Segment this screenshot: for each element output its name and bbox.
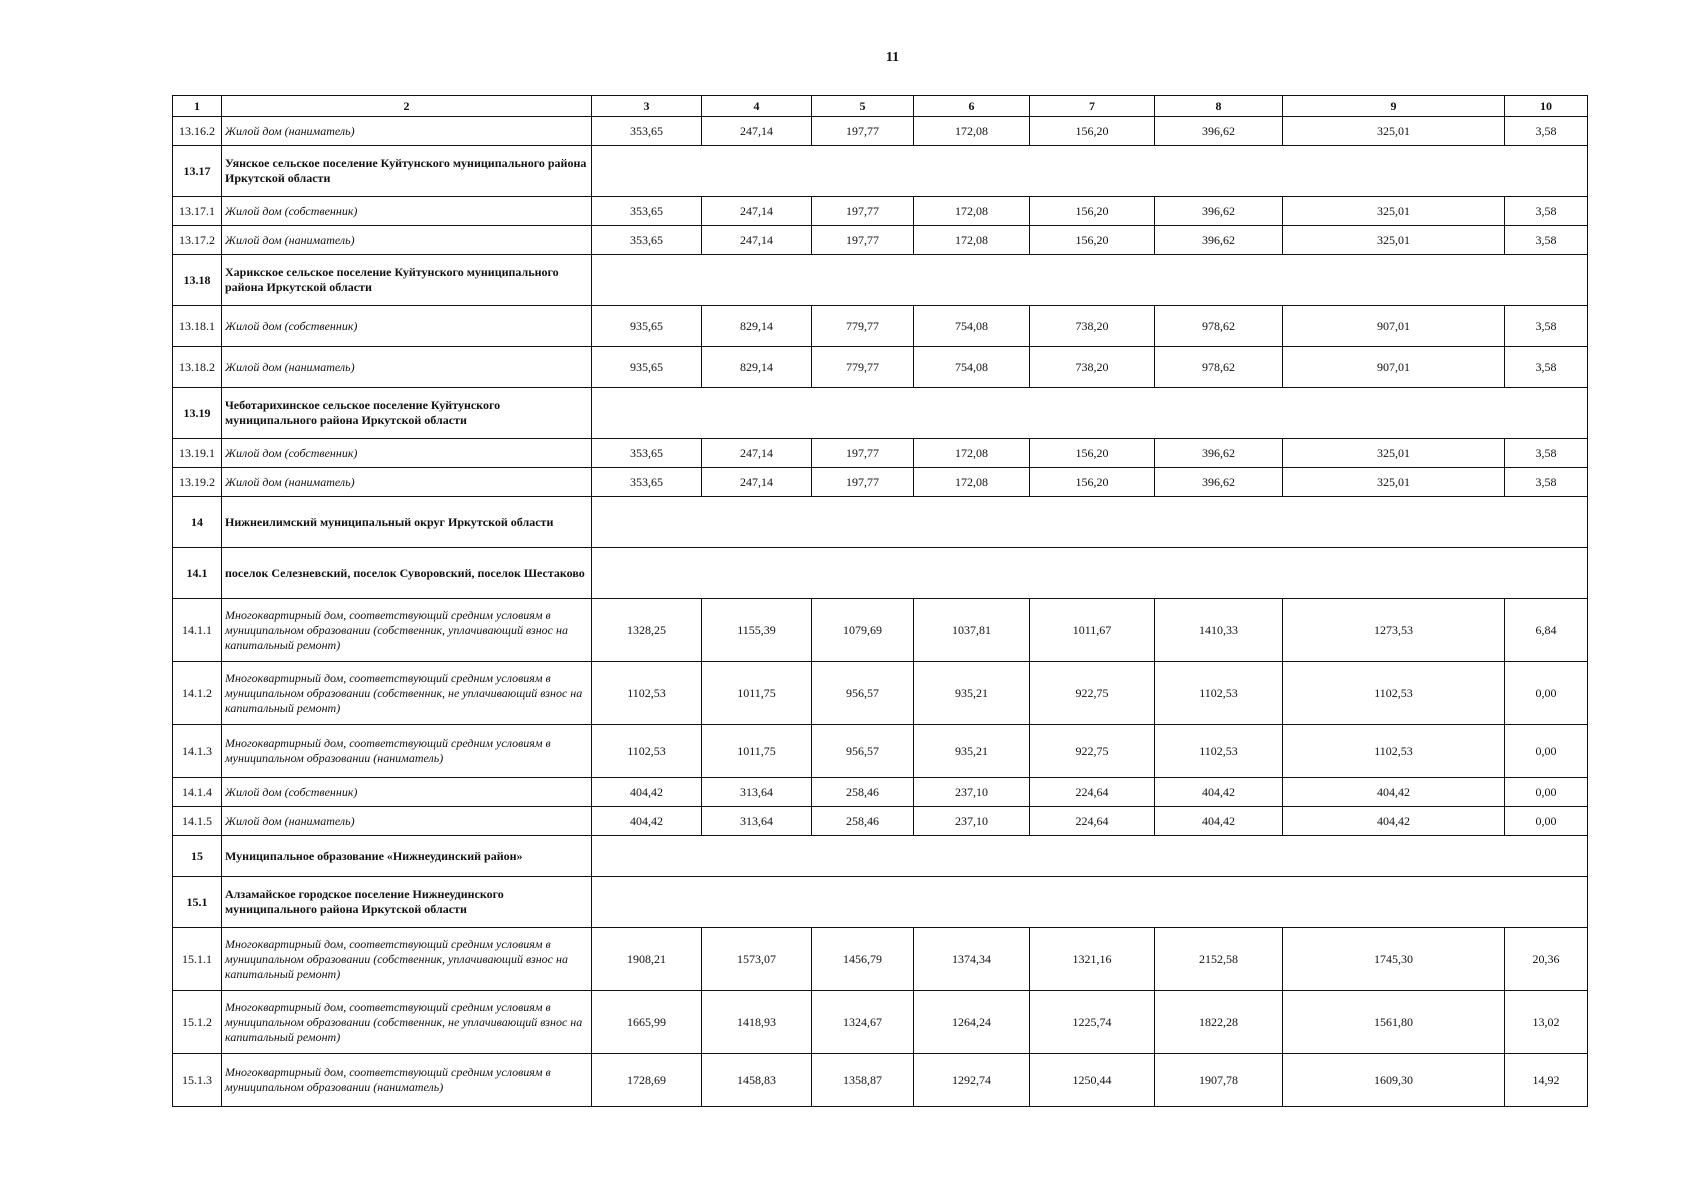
value-cell: 935,21 — [914, 662, 1030, 725]
section-title: поселок Селезневский, поселок Суворовский, поселок Шестаково — [222, 548, 592, 599]
value-cell: 325,01 — [1283, 117, 1505, 146]
row-code: 14.1 — [173, 548, 222, 599]
column-header: 8 — [1155, 96, 1283, 117]
value-cell: 224,64 — [1030, 778, 1155, 807]
value-cell: 1822,28 — [1155, 991, 1283, 1054]
value-cell: 935,65 — [592, 306, 702, 347]
value-cell: 325,01 — [1283, 439, 1505, 468]
table-row — [173, 439, 1588, 468]
row-code: 14.1.2 — [173, 662, 222, 725]
value-cell: 1328,25 — [592, 599, 702, 662]
value-cell: 396,62 — [1155, 439, 1283, 468]
value-cell: 156,20 — [1030, 117, 1155, 146]
value-cell: 3,58 — [1505, 439, 1588, 468]
empty-span-cell — [592, 497, 1588, 548]
value-cell: 156,20 — [1030, 226, 1155, 255]
table-row — [173, 662, 1588, 725]
table-row — [173, 1054, 1588, 1107]
value-cell: 935,65 — [592, 347, 702, 388]
row-code: 13.16.2 — [173, 117, 222, 146]
empty-span-cell — [592, 388, 1588, 439]
section-title: Чеботарихинское сельское поселение Куйтунского муниципального района Иркутской области — [222, 388, 592, 439]
value-cell: 172,08 — [914, 468, 1030, 497]
column-header: 5 — [812, 96, 914, 117]
row-label: Многоквартирный дом, соответствующий средним условиям в муниципальном образовании (собственник, уплачивающий взнос на капитальный ремонт) — [222, 928, 592, 991]
section-row — [173, 877, 1588, 928]
empty-span-cell — [592, 146, 1588, 197]
value-cell: 0,00 — [1505, 662, 1588, 725]
section-title: Алзамайское городское поселение Нижнеудинского муниципального района Иркутской области — [222, 877, 592, 928]
row-label: Жилой дом (наниматель) — [222, 117, 592, 146]
value-cell: 1573,07 — [702, 928, 812, 991]
value-cell: 1418,93 — [702, 991, 812, 1054]
value-cell: 14,92 — [1505, 1054, 1588, 1107]
table-row — [173, 347, 1588, 388]
value-cell: 325,01 — [1283, 468, 1505, 497]
column-header: 6 — [914, 96, 1030, 117]
row-label: Многоквартирный дом, соответствующий средним условиям в муниципальном образовании (собственник, не уплачивающий взнос на капитальный ремонт) — [222, 991, 592, 1054]
tariff-table — [172, 95, 1588, 1107]
table-header-row — [173, 96, 1588, 117]
value-cell: 396,62 — [1155, 468, 1283, 497]
value-cell: 1102,53 — [1283, 662, 1505, 725]
value-cell: 3,58 — [1505, 197, 1588, 226]
value-cell: 754,08 — [914, 347, 1030, 388]
value-cell: 172,08 — [914, 197, 1030, 226]
value-cell: 1011,75 — [702, 662, 812, 725]
value-cell: 353,65 — [592, 468, 702, 497]
value-cell: 325,01 — [1283, 197, 1505, 226]
row-label: Жилой дом (наниматель) — [222, 347, 592, 388]
value-cell: 404,42 — [592, 778, 702, 807]
row-code: 14.1.3 — [173, 725, 222, 778]
table-row — [173, 197, 1588, 226]
row-code: 13.18.1 — [173, 306, 222, 347]
value-cell: 172,08 — [914, 226, 1030, 255]
value-cell: 404,42 — [1283, 778, 1505, 807]
value-cell: 197,77 — [812, 197, 914, 226]
value-cell: 247,14 — [702, 439, 812, 468]
value-cell: 754,08 — [914, 306, 1030, 347]
value-cell: 353,65 — [592, 439, 702, 468]
table-row — [173, 306, 1588, 347]
value-cell: 1665,99 — [592, 991, 702, 1054]
row-code: 13.18 — [173, 255, 222, 306]
value-cell: 1225,74 — [1030, 991, 1155, 1054]
page-number: 11 — [885, 50, 900, 65]
table-row — [173, 226, 1588, 255]
district-row — [173, 836, 1588, 877]
row-code: 14 — [173, 497, 222, 548]
value-cell: 197,77 — [812, 117, 914, 146]
row-code: 14.1.5 — [173, 807, 222, 836]
section-title: Нижнеилимский муниципальный округ Иркутской области — [222, 497, 592, 548]
row-code: 13.17.1 — [173, 197, 222, 226]
value-cell: 1102,53 — [1155, 662, 1283, 725]
column-header: 9 — [1283, 96, 1505, 117]
table-row — [173, 117, 1588, 146]
value-cell: 1250,44 — [1030, 1054, 1155, 1107]
row-code: 13.19.2 — [173, 468, 222, 497]
value-cell: 396,62 — [1155, 117, 1283, 146]
value-cell: 1410,33 — [1155, 599, 1283, 662]
row-code: 13.17 — [173, 146, 222, 197]
row-label: Многоквартирный дом, соответствующий средним условиям в муниципальном образовании (наниматель) — [222, 725, 592, 778]
row-label: Жилой дом (собственник) — [222, 306, 592, 347]
value-cell: 1609,30 — [1283, 1054, 1505, 1107]
row-code: 13.19.1 — [173, 439, 222, 468]
column-header: 1 — [173, 96, 222, 117]
value-cell: 1374,34 — [914, 928, 1030, 991]
value-cell: 1102,53 — [1283, 725, 1505, 778]
value-cell: 1321,16 — [1030, 928, 1155, 991]
table-row — [173, 468, 1588, 497]
value-cell: 237,10 — [914, 778, 1030, 807]
value-cell: 1324,67 — [812, 991, 914, 1054]
row-code: 15.1.3 — [173, 1054, 222, 1107]
value-cell: 396,62 — [1155, 197, 1283, 226]
value-cell: 738,20 — [1030, 347, 1155, 388]
value-cell: 197,77 — [812, 468, 914, 497]
value-cell: 1745,30 — [1283, 928, 1505, 991]
value-cell: 258,46 — [812, 778, 914, 807]
value-cell: 1079,69 — [812, 599, 914, 662]
value-cell: 1273,53 — [1283, 599, 1505, 662]
value-cell: 956,57 — [812, 662, 914, 725]
empty-span-cell — [592, 836, 1588, 877]
value-cell: 353,65 — [592, 197, 702, 226]
value-cell: 172,08 — [914, 117, 1030, 146]
value-cell: 829,14 — [702, 347, 812, 388]
row-code: 14.1.4 — [173, 778, 222, 807]
empty-span-cell — [592, 255, 1588, 306]
value-cell: 1561,80 — [1283, 991, 1505, 1054]
value-cell: 247,14 — [702, 226, 812, 255]
row-code: 13.17.2 — [173, 226, 222, 255]
value-cell: 258,46 — [812, 807, 914, 836]
table-row — [173, 599, 1588, 662]
value-cell: 1458,83 — [702, 1054, 812, 1107]
column-header: 3 — [592, 96, 702, 117]
section-row — [173, 388, 1588, 439]
value-cell: 1011,67 — [1030, 599, 1155, 662]
value-cell: 1728,69 — [592, 1054, 702, 1107]
district-row — [173, 497, 1588, 548]
value-cell: 325,01 — [1283, 226, 1505, 255]
value-cell: 197,77 — [812, 226, 914, 255]
row-label: Многоквартирный дом, соответствующий средним условиям в муниципальном образовании (собственник, уплачивающий взнос на капитальный ремонт) — [222, 599, 592, 662]
value-cell: 0,00 — [1505, 725, 1588, 778]
value-cell: 1292,74 — [914, 1054, 1030, 1107]
value-cell: 3,58 — [1505, 117, 1588, 146]
value-cell: 313,64 — [702, 807, 812, 836]
row-label: Жилой дом (собственник) — [222, 439, 592, 468]
value-cell: 6,84 — [1505, 599, 1588, 662]
value-cell: 922,75 — [1030, 662, 1155, 725]
value-cell: 2152,58 — [1155, 928, 1283, 991]
value-cell: 156,20 — [1030, 468, 1155, 497]
table-row — [173, 991, 1588, 1054]
column-header: 10 — [1505, 96, 1588, 117]
section-row — [173, 548, 1588, 599]
value-cell: 13,02 — [1505, 991, 1588, 1054]
value-cell: 237,10 — [914, 807, 1030, 836]
table-row — [173, 725, 1588, 778]
value-cell: 313,64 — [702, 778, 812, 807]
value-cell: 1358,87 — [812, 1054, 914, 1107]
value-cell: 3,58 — [1505, 468, 1588, 497]
column-header: 4 — [702, 96, 812, 117]
value-cell: 907,01 — [1283, 306, 1505, 347]
value-cell: 978,62 — [1155, 306, 1283, 347]
row-code: 15.1 — [173, 877, 222, 928]
value-cell: 404,42 — [1155, 807, 1283, 836]
value-cell: 3,58 — [1505, 306, 1588, 347]
value-cell: 922,75 — [1030, 725, 1155, 778]
table-row — [173, 778, 1588, 807]
value-cell: 3,58 — [1505, 226, 1588, 255]
value-cell: 247,14 — [702, 468, 812, 497]
value-cell: 935,21 — [914, 725, 1030, 778]
row-label: Жилой дом (собственник) — [222, 778, 592, 807]
row-label: Многоквартирный дом, соответствующий средним условиям в муниципальном образовании (собственник, не уплачивающий взнос на капитальный ремонт) — [222, 662, 592, 725]
section-title: Уянское сельское поселение Куйтунского муниципального района Иркутской области — [222, 146, 592, 197]
value-cell: 1102,53 — [1155, 725, 1283, 778]
value-cell: 956,57 — [812, 725, 914, 778]
value-cell: 1907,78 — [1155, 1054, 1283, 1107]
value-cell: 978,62 — [1155, 347, 1283, 388]
value-cell: 779,77 — [812, 306, 914, 347]
empty-span-cell — [592, 548, 1588, 599]
value-cell: 1264,24 — [914, 991, 1030, 1054]
value-cell: 1102,53 — [592, 662, 702, 725]
row-label: Многоквартирный дом, соответствующий средним условиям в муниципальном образовании (наниматель) — [222, 1054, 592, 1107]
value-cell: 1102,53 — [592, 725, 702, 778]
row-label: Жилой дом (наниматель) — [222, 807, 592, 836]
value-cell: 197,77 — [812, 439, 914, 468]
table-row — [173, 928, 1588, 991]
row-label: Жилой дом (наниматель) — [222, 468, 592, 497]
value-cell: 353,65 — [592, 117, 702, 146]
row-code: 13.19 — [173, 388, 222, 439]
value-cell: 1037,81 — [914, 599, 1030, 662]
row-label: Жилой дом (наниматель) — [222, 226, 592, 255]
table-row — [173, 807, 1588, 836]
value-cell: 738,20 — [1030, 306, 1155, 347]
row-label: Жилой дом (собственник) — [222, 197, 592, 226]
value-cell: 172,08 — [914, 439, 1030, 468]
value-cell: 1908,21 — [592, 928, 702, 991]
value-cell: 156,20 — [1030, 197, 1155, 226]
value-cell: 404,42 — [592, 807, 702, 836]
value-cell: 1155,39 — [702, 599, 812, 662]
value-cell: 156,20 — [1030, 439, 1155, 468]
value-cell: 1011,75 — [702, 725, 812, 778]
section-row — [173, 255, 1588, 306]
section-title: Муниципальное образование «Нижнеудинский район» — [222, 836, 592, 877]
value-cell: 0,00 — [1505, 807, 1588, 836]
column-header: 7 — [1030, 96, 1155, 117]
row-code: 13.18.2 — [173, 347, 222, 388]
column-header: 2 — [222, 96, 592, 117]
section-row — [173, 146, 1588, 197]
value-cell: 0,00 — [1505, 778, 1588, 807]
row-code: 15.1.2 — [173, 991, 222, 1054]
value-cell: 224,64 — [1030, 807, 1155, 836]
value-cell: 1456,79 — [812, 928, 914, 991]
empty-span-cell — [592, 877, 1588, 928]
row-code: 15.1.1 — [173, 928, 222, 991]
section-title: Харикское сельское поселение Куйтунского муниципального района Иркутской области — [222, 255, 592, 306]
value-cell: 3,58 — [1505, 347, 1588, 388]
row-code: 14.1.1 — [173, 599, 222, 662]
value-cell: 404,42 — [1283, 807, 1505, 836]
value-cell: 247,14 — [702, 197, 812, 226]
value-cell: 247,14 — [702, 117, 812, 146]
value-cell: 404,42 — [1155, 778, 1283, 807]
value-cell: 907,01 — [1283, 347, 1505, 388]
value-cell: 829,14 — [702, 306, 812, 347]
value-cell: 779,77 — [812, 347, 914, 388]
value-cell: 20,36 — [1505, 928, 1588, 991]
row-code: 15 — [173, 836, 222, 877]
value-cell: 353,65 — [592, 226, 702, 255]
value-cell: 396,62 — [1155, 226, 1283, 255]
